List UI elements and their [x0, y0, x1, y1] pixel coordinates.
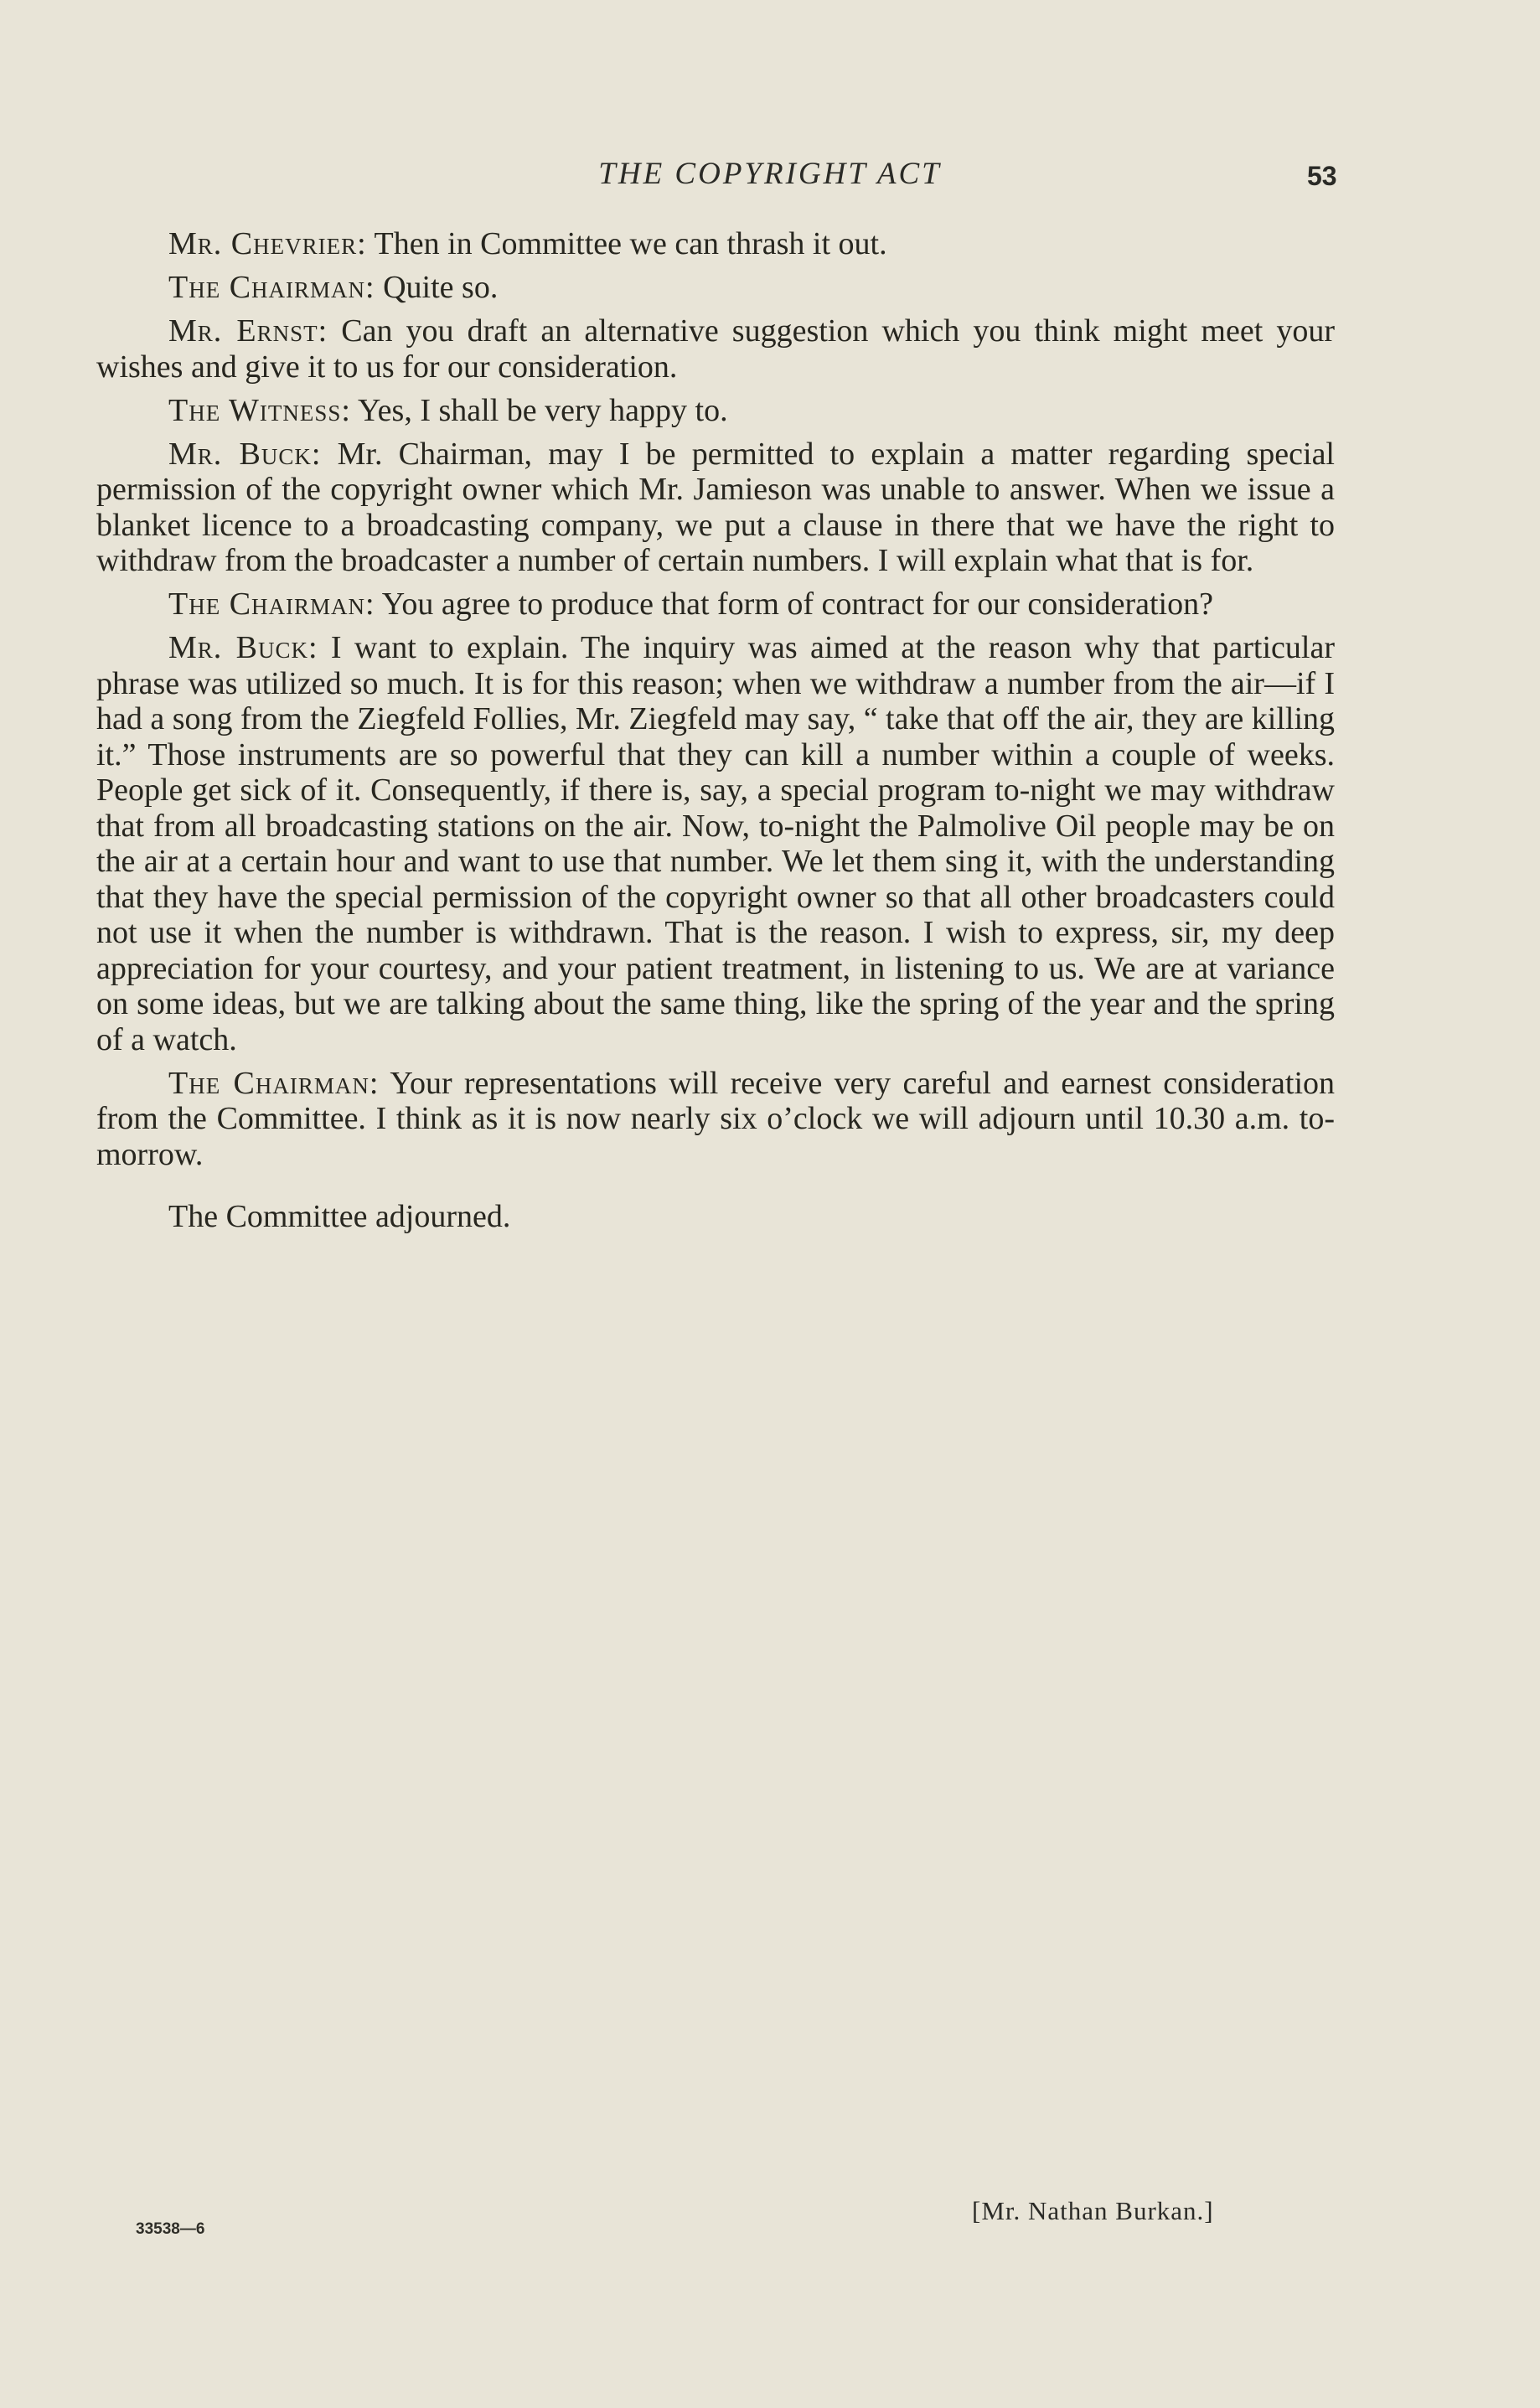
paragraph: [96, 630, 1335, 1057]
speech-text: Quite so.: [375, 270, 499, 305]
speaker-name: The Witness:: [168, 392, 351, 428]
paragraph: [96, 226, 1335, 262]
speech-text: Can you draft an alternative suggestion which you think might meet your wishes and give it to us for our consideration.: [96, 313, 1335, 385]
speaker-name: The Chairman:: [168, 270, 375, 305]
speaker-name: Mr. Buck:: [168, 630, 318, 665]
paragraph: [96, 313, 1335, 385]
page-header: [0, 156, 1540, 198]
witness-note: [Mr. Nathan Burkan.]: [972, 2196, 1214, 2225]
speech-text: You agree to produce that form of contract for our consideration?: [375, 586, 1213, 622]
transcript-body: [96, 226, 1335, 1243]
speech-text: Then in Committee we can thrash it out.: [366, 226, 887, 261]
speaker-name: The Chairman:: [168, 1065, 380, 1101]
speaker-name: Mr. Buck:: [168, 436, 322, 472]
speech-text: Mr. Chairman, may I be permitted to explain a matter regarding special permission of the copyright owner which Mr. Jamieson was unable to answer. When we issue a blanket licence to a broadcasting company, we put a clause in there that we have the right to withdraw from the broadcaster a number of certain numbers. I will explain what that is for.: [96, 436, 1335, 578]
paragraph: [96, 1066, 1335, 1173]
running-title: THE COPYRIGHT ACT: [598, 157, 942, 191]
speech-text: Yes, I shall be very happy to.: [350, 392, 728, 428]
printer-code: 33538—6: [136, 2220, 205, 2238]
page-number: 53: [1307, 161, 1337, 191]
paragraph: [96, 586, 1335, 623]
speech-text: I want to explain. The inquiry was aimed at the reason why that particular phrase was utilized so much. It is for this reason; when we withdraw a number from the air—if I had a song from the Ziegfeld Follies, Mr. Ziegfeld may say, “ take that off the air, they are killing it.” Those instruments are so powerful that they can kill a number within a couple of weeks. People get sick of it. Consequently, if there is, say, a special program to-night we may withdraw that from all broadcasting stations on the air. Now, to-night the Palmolive Oil people may be on the air at a certain hour and want to use that number. We let them sing it, with the understanding that they have the special permission of the copyright owner so that all other broadcasters could not use it when the number is withdrawn. That is the reason. I wish to express, sir, my deep appreciation for your courtesy, and your patient treatment, in listening to us. We are at variance on some ideas, but we are talking about the same thing, like the spring of the year and the spring of a watch.: [96, 630, 1335, 1057]
speech-text: Your representations will receive very careful and earnest consideration from the Committee. I think as it is now nearly six o’clock we will adjourn until 10.30 a.m. to-morrow.: [96, 1065, 1335, 1172]
speaker-name: Mr. Chevrier:: [168, 226, 367, 261]
paragraph: [96, 437, 1335, 579]
speaker-name: The Chairman:: [168, 586, 375, 622]
speaker-name: Mr. Ernst:: [168, 313, 328, 349]
paragraph: [96, 393, 1335, 429]
closing-line: The Committee adjourned.: [168, 1199, 511, 1234]
paragraph: [96, 270, 1335, 306]
